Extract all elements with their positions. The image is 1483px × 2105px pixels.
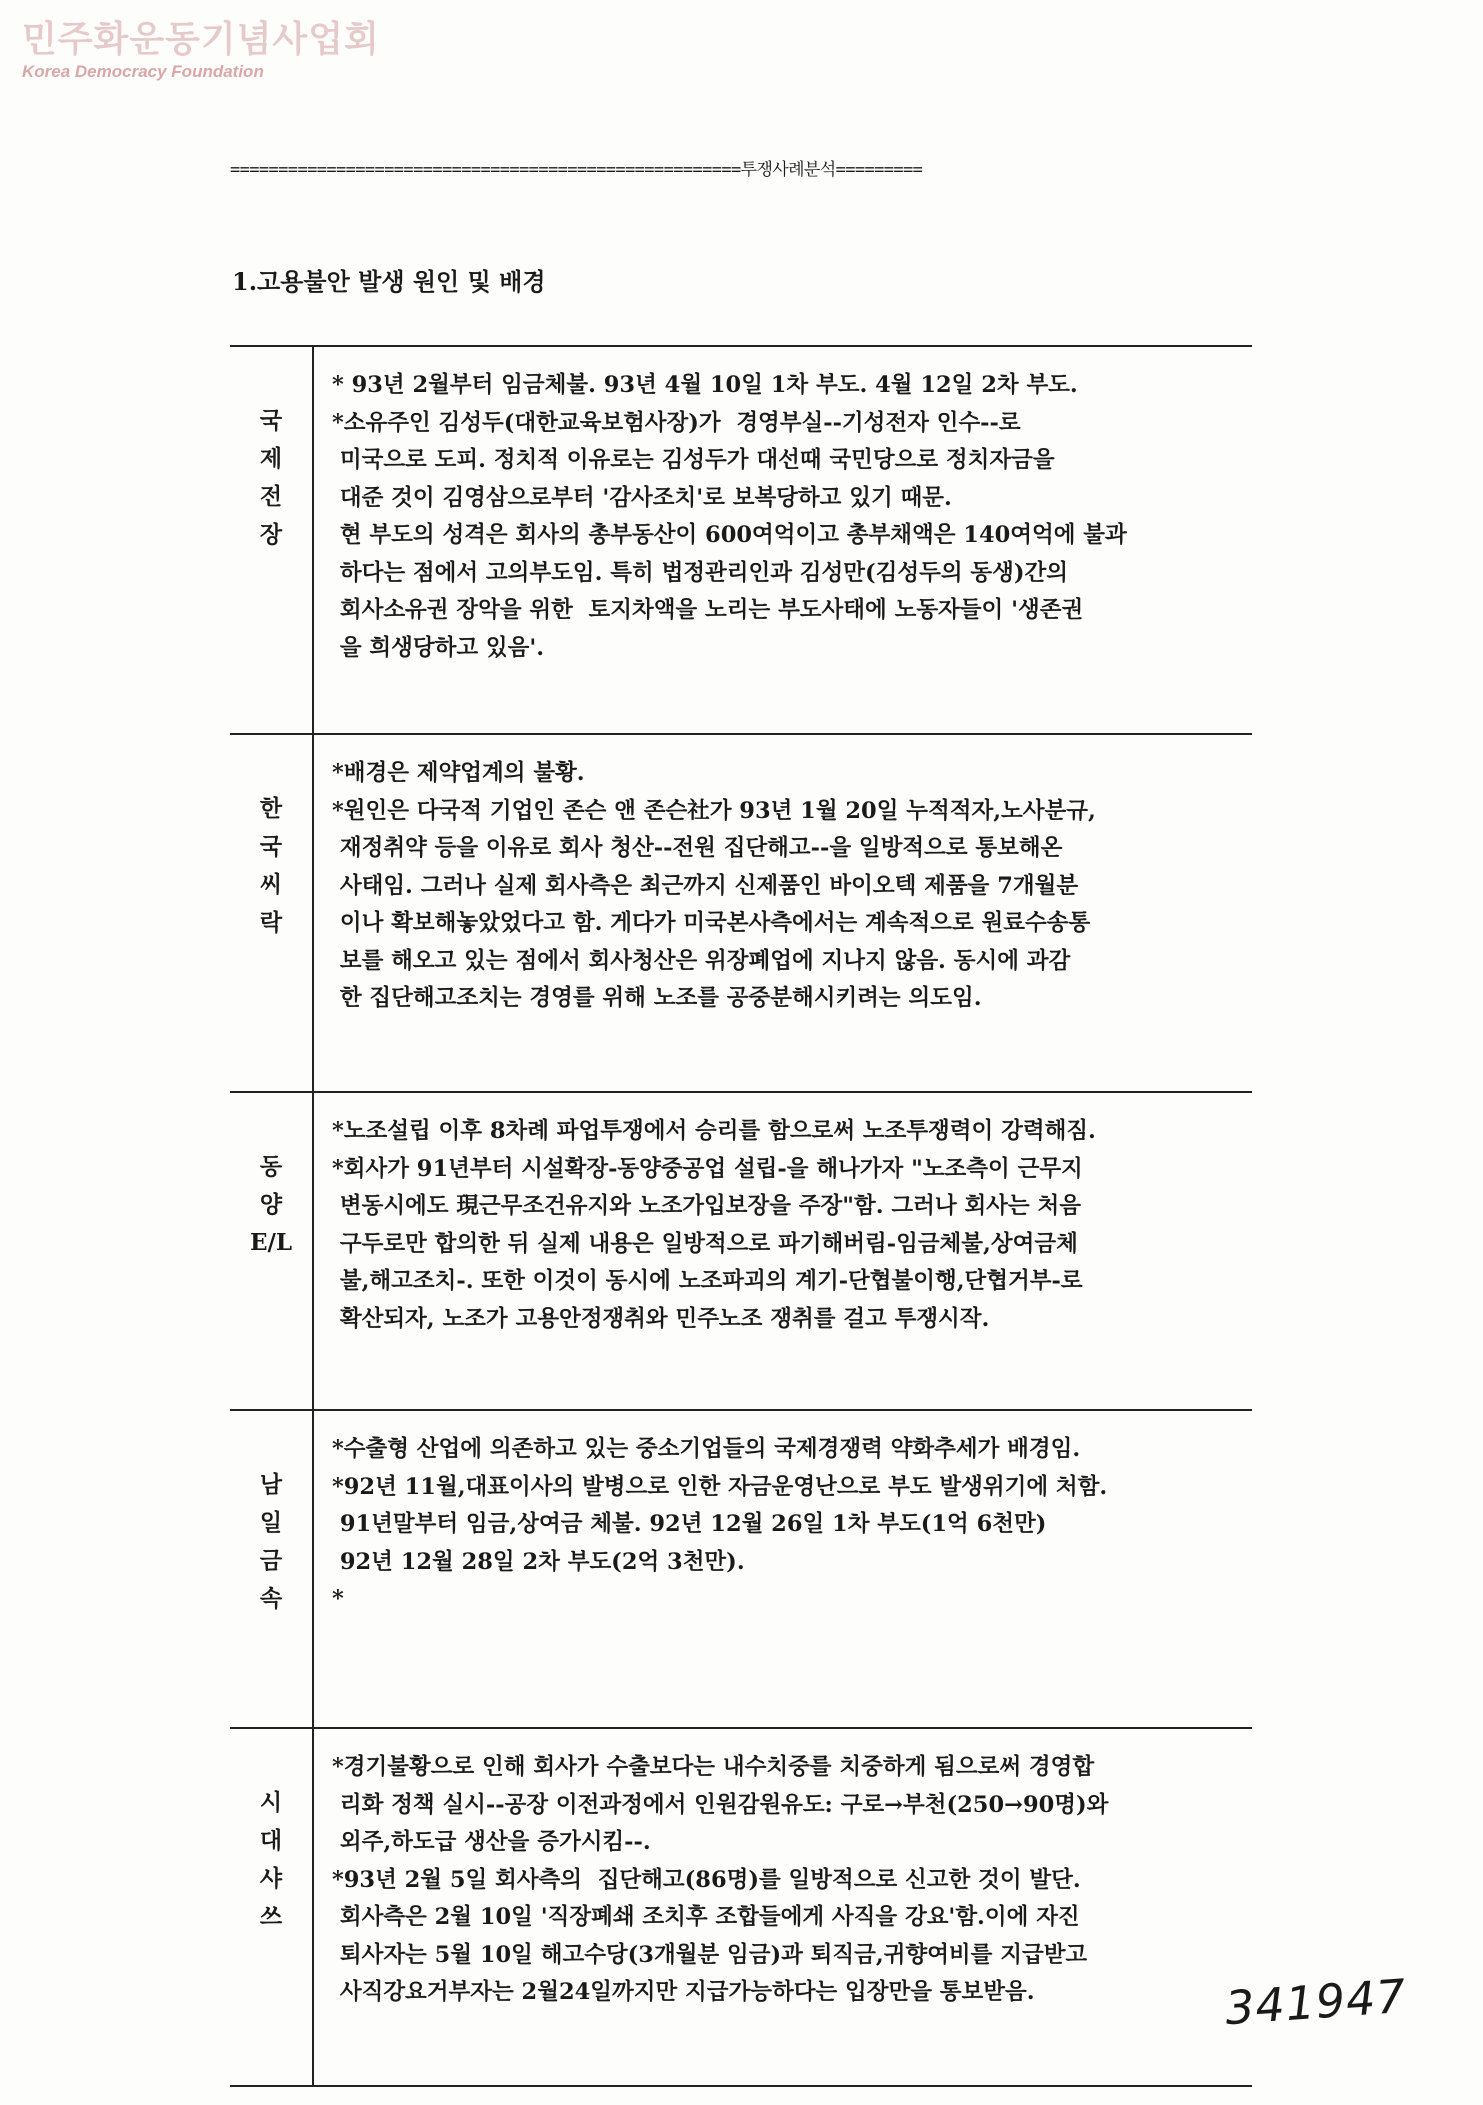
case-line: *93년 2월 5일 회사측의 집단해고(86명)를 일방적으로 신고한 것이 발단. (332, 1866, 1081, 1893)
case-label-char: 샤 (259, 1865, 283, 1892)
case-line: *노조설립 이후 8차례 파업투쟁에서 승리를 함으로써 노조투쟁력이 강력해짐. (332, 1118, 1096, 1144)
case-line: *회사가 91년부터 시설확장-동양중공업 설립-을 해나가자 "노조측이 근무지 (332, 1155, 1083, 1182)
case-line: *소유주인 김성두(대한교육보험사장)가 경영부실--기성전자 인수--로 (332, 409, 1021, 436)
case-label-char: 락 (259, 909, 283, 936)
case-label-char: 한 (259, 795, 283, 822)
case-label (230, 346, 313, 734)
case-line: 하다는 점에서 고의부도임. 특히 법정관리인과 김성만(김성두의 동생)간의 (332, 559, 1069, 586)
case-line: 재정취약 등을 이유로 회사 청산--전원 집단해고--을 일방적으로 통보해온 (332, 835, 1063, 861)
case-label-char: 국 (259, 833, 283, 860)
case-line: 사직강요거부자는 2월24일까지만 지급가능하다는 입장만을 통보받음. (332, 1979, 1035, 2005)
case-line: 현 부도의 성격은 회사의 총부동산이 600여억이고 총부채액은 140여억에 불과 (332, 522, 1127, 548)
case-line: *92년 11월,대표이사의 발병으로 인한 자금운영난으로 부도 발생위기에 처함. (332, 1473, 1108, 1500)
case-line: 회사측은 2월 10일 '직장폐쇄 조치후 조합들에게 사직을 강요'함.이에 자진 (332, 1904, 1080, 1930)
case-line: 구두로만 합의한 뒤 실제 내용은 일방적으로 파기해버림-임금체불,상여금체 (332, 1230, 1078, 1257)
case-label-char: 일 (259, 1509, 283, 1536)
case-content (313, 734, 1252, 1092)
case-label-char: E/L (249, 1229, 293, 1256)
case-label-char: 쓰 (259, 1903, 283, 1930)
case-line: 이나 확보해놓았었다고 함. 게다가 미국본사측에서는 계속적으로 원료수송통 (332, 910, 1091, 936)
case-line: *원인은 다국적 기업인 존슨 앤 존슨社가 93년 1월 20일 누적적자,노사분규, (332, 797, 1096, 824)
case-row (230, 1410, 1252, 1728)
case-label-char: 대 (259, 1827, 283, 1854)
case-row (230, 734, 1252, 1092)
case-label-char: 장 (259, 521, 283, 548)
case-label-char: 남 (259, 1471, 283, 1498)
case-label-char: 금 (259, 1547, 283, 1574)
case-line: 보를 해오고 있는 점에서 회사청산은 위장폐업에 지나지 않음. 동시에 과감 (332, 947, 1071, 974)
case-label-char: 전 (259, 483, 283, 510)
case-label-char: 제 (259, 445, 283, 472)
case-line: *배경은 제약업계의 불황. (332, 760, 585, 786)
case-line: * 93년 2월부터 임금체불. 93년 4월 10일 1차 부도. 4월 12일 2차 부도. (332, 372, 1078, 398)
case-line: 대준 것이 김영삼으로부터 '감사조치'로 보복당하고 있기 때문. (332, 484, 952, 511)
watermark-korean: 민주화운동기념사업회 (22, 19, 380, 60)
case-line: 리화 정책 실시--공장 이전과정에서 인원감원유도: 구로→부천(250→90명)와 (332, 1791, 1109, 1818)
case-line: 91년말부터 임금,상여금 체불. 92년 12월 26일 1차 부도(1억 6천만) (332, 1511, 1047, 1537)
case-line: 외주,하도급 생산을 증가시킴--. (332, 1829, 651, 1855)
case-line: *경기불황으로 인해 회사가 수출보다는 내수치중를 치중하게 됨으로써 경영합 (332, 1754, 1095, 1780)
case-label-char: 시 (259, 1789, 283, 1816)
case-line: 회사소유권 장악을 위한 토지차액을 노리는 부도사태에 노동자들이 '생존권 (332, 597, 1084, 623)
watermark (22, 20, 380, 82)
case-label-char: 속 (259, 1585, 283, 1612)
case-line: 퇴사자는 5월 10일 해고수당(3개월분 임금)과 퇴직금,귀향여비를 지급받고 (332, 1941, 1088, 1968)
case-content (313, 346, 1252, 734)
case-content (313, 1728, 1252, 2086)
case-line: 미국으로 도피. 정치적 이유로는 김성두가 대선때 국민당으로 정치자금을 (332, 447, 1055, 473)
case-row (230, 1092, 1252, 1410)
case-label (230, 1410, 313, 1728)
case-label-char: 동 (259, 1153, 283, 1180)
case-content (313, 1410, 1252, 1728)
case-line: * (332, 1586, 344, 1612)
case-row (230, 1728, 1252, 2086)
case-label-char: 양 (259, 1191, 283, 1218)
case-label-char: 국 (259, 407, 283, 434)
section-title: 1.고용불안 발생 원인 및 배경 (232, 267, 546, 296)
case-table (230, 345, 1252, 2087)
case-label-char: 씨 (259, 871, 283, 898)
case-line: 변동시에도 現근무조건유지와 노조가입보장을 주장"함. 그러나 회사는 처음 (332, 1193, 1081, 1219)
case-line: 92년 12월 28일 2차 부도(2억 3천만). (332, 1548, 745, 1575)
case-line: 불,해고조치-. 또한 이것이 동시에 노조파괴의 계기-단협불이행,단협거부-로 (332, 1268, 1083, 1294)
case-label (230, 734, 313, 1092)
case-row (230, 346, 1252, 734)
watermark-english: Korea Democracy Foundation (22, 62, 264, 81)
case-line: 을 희생당하고 있음'. (332, 634, 545, 661)
page-number: 341947 (1223, 1968, 1409, 2036)
case-line: *수출형 산업에 의존하고 있는 중소기업들의 국제경쟁력 약화추세가 배경임. (332, 1436, 1081, 1462)
case-content (313, 1092, 1252, 1410)
case-line: 사태임. 그러나 실제 회사측은 최근까지 신제품인 바이오텍 제품을 7개월분 (332, 872, 1079, 899)
case-line: 확산되자, 노조가 고용안정쟁취와 민주노조 쟁취를 걸고 투쟁시작. (332, 1305, 990, 1332)
case-label (230, 1728, 313, 2086)
case-line: 한 집단해고조치는 경영를 위해 노조를 공중분해시키려는 의도임. (332, 985, 982, 1011)
header-rule: =====================================================투쟁사례분석========= (230, 160, 923, 180)
case-label (230, 1092, 313, 1410)
